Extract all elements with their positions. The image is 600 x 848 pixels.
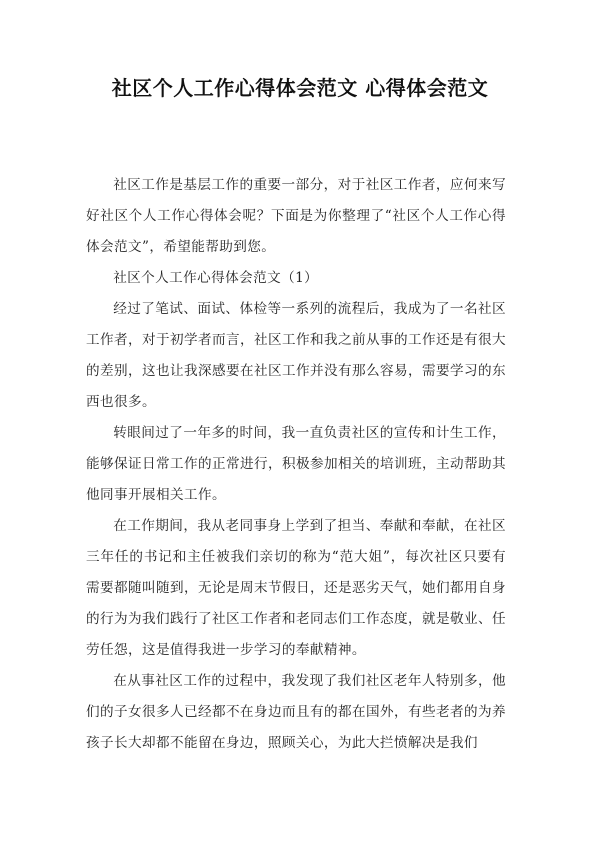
- paragraph: 在工作期间，我从老同事身上学到了担当、奉献和奉献，在社区三年任的书记和主任被我们亲切的称为“范大姐”，每次社区只要有需要都随叫随到，无论是周末节假日，还是恶劣天气，她们都用自身的行为为我们践行了社区工作者和老同志们工作态度，就是敬业、任劳任怨，这是值得我进一步学习的奉献精神。: [86, 518, 506, 658]
- section-heading: 社区个人工作心得体会范文（1）: [113, 270, 319, 286]
- paragraph: 转眼间过了一年多的时间，我一直负责社区的宣传和计生工作，能够保证日常工作的正常进行，积极参加相关的培训班，主动帮助其他同事开展相关工作。: [86, 425, 506, 503]
- document-title: 社区个人工作心得体会范文 心得体会范文: [111, 76, 489, 100]
- paragraph: 经过了笔试、面试、体检等一系列的流程后，我成为了一名社区工作者，对于初学者而言，社区工作和我之前从事的工作还是有很大的差别，这也让我深感要在社区工作并没有那么容易，需要学习的东西也很多。: [86, 301, 506, 410]
- document-body: [86, 170, 506, 759]
- paragraph-intro: 社区工作是基层工作的重要一部分，对于社区工作者，应何来写好社区个人工作心得体会呢？下面是为你整理了“社区个人工作心得体会范文”，希望能帮助到您。: [86, 177, 506, 255]
- paragraph: 在从事社区工作的过程中，我发现了我们社区老年人特别多，他们的子女很多人已经都不在身边而且有的都在国外，有些老者的为养孩子长大却都不能留在身边，照顾关心，为此大拦愤解决是我们: [86, 673, 506, 751]
